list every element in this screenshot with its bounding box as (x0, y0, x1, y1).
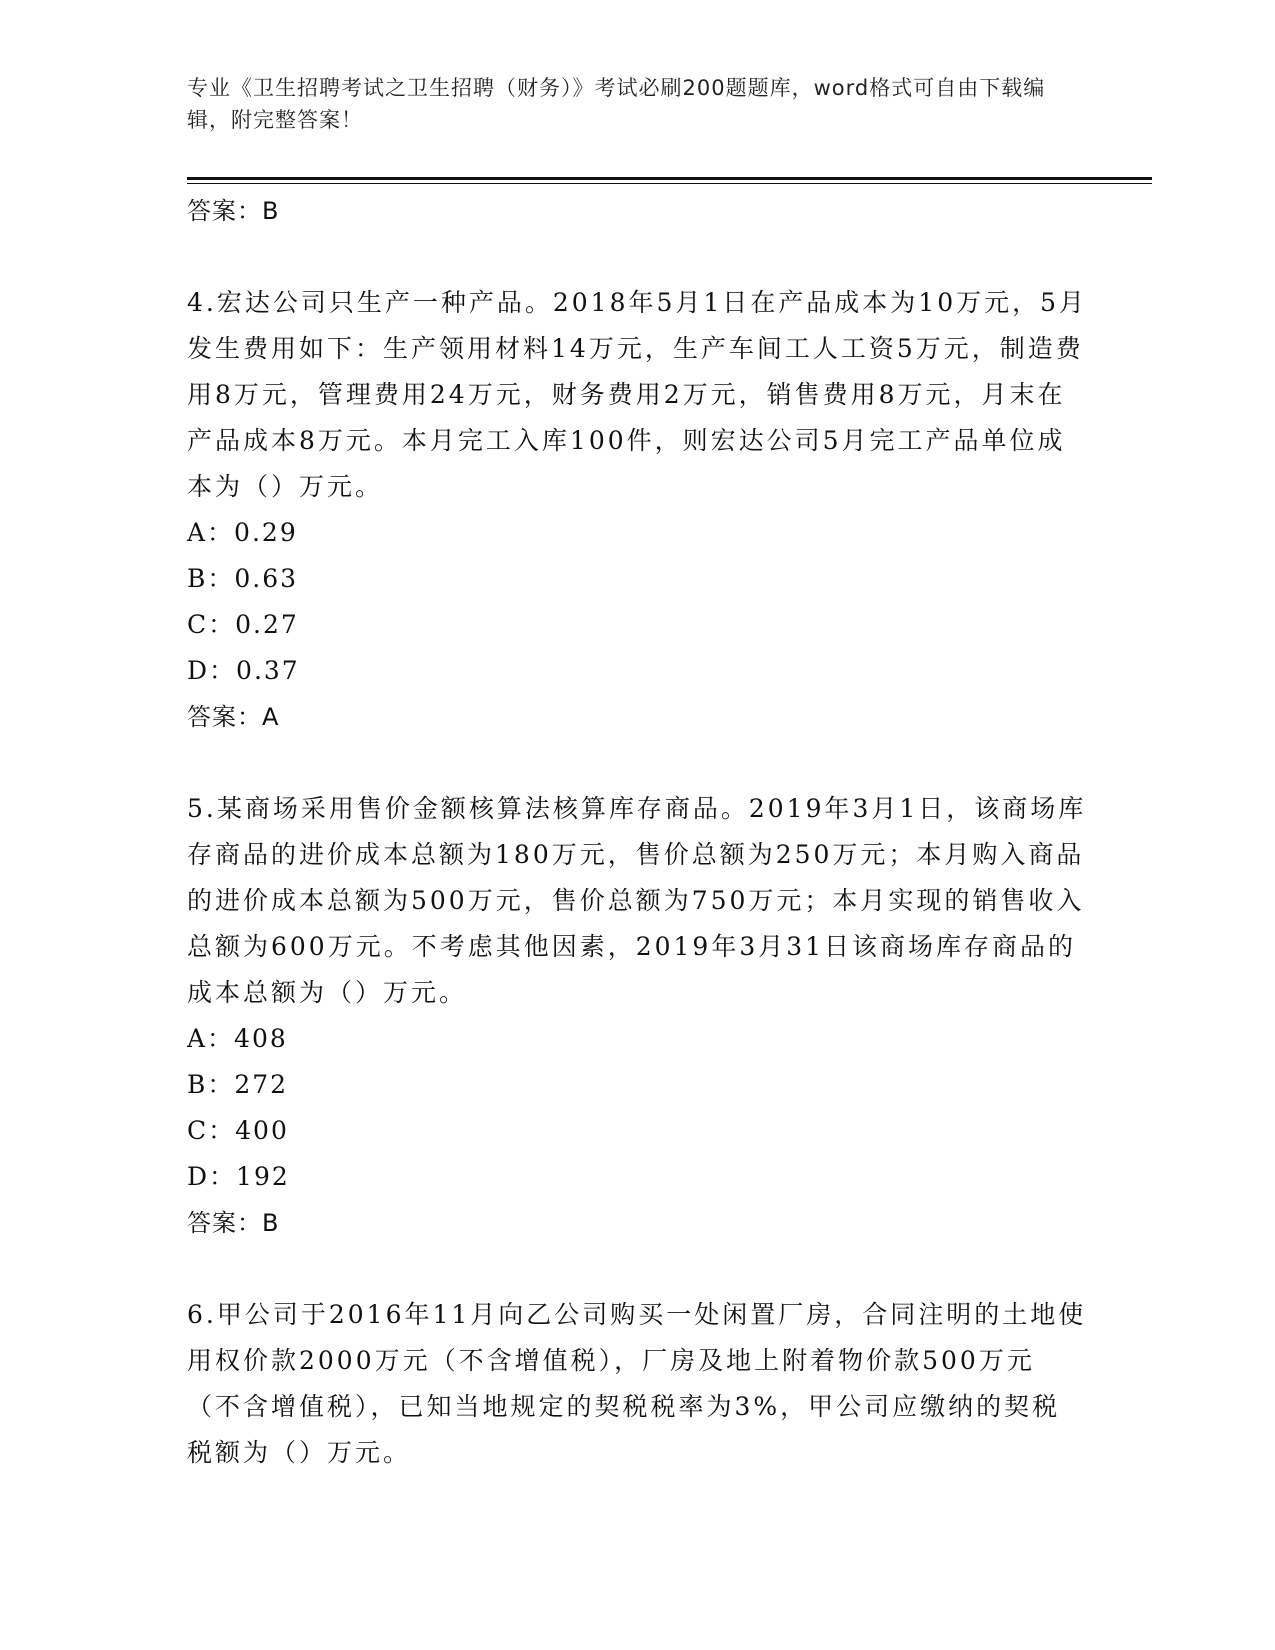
question-block-5 (187, 786, 1087, 1246)
option-d: D：192 (187, 1162, 290, 1191)
header-rule-thick (187, 177, 1152, 180)
option-a: A：408 (187, 1024, 288, 1053)
question-text: 6.甲公司于2016年11月向乙公司购买一处闲置厂房，合同注明的土地使用权价款2000万元（不含增值税），厂房及地上附着物价款500万元（不含增值税），已知当地规定的契税税率为3%，甲公司应缴纳的契税税额为（）万元。 (187, 1300, 1087, 1467)
document-body (187, 188, 1087, 1476)
answer-line: 答案：B (187, 1209, 280, 1237)
question-text: 4.宏达公司只生产一种产品。2018年5月1日在产品成本为10万元，5月发生费用如下：生产领用材料14万元，生产车间工人工资5万元，制造费用8万元，管理费用24万元，财务费用2万元，销售费用8万元，月末在产品成本8万元。本月完工入库100件，则宏达公司5月完工产品单位成本为（）万元。 (187, 288, 1088, 501)
header-rule-thin (187, 183, 1152, 184)
option-b: B：0.63 (187, 564, 299, 593)
option-c: C：0.27 (187, 610, 299, 639)
option-a: A：0.29 (187, 518, 298, 547)
option-d: D：0.37 (187, 656, 300, 685)
question-block-4 (187, 280, 1087, 740)
option-c: C：400 (187, 1116, 289, 1145)
option-b: B：272 (187, 1070, 289, 1099)
question-text: 5.某商场采用售价金额核算法核算库存商品。2019年3月1日，该商场库存商品的进价成本总额为180万元，售价总额为250万元；本月购入商品的进价成本总额为500万元，售价总额为750万元；本月实现的销售收入总额为600万元。不考虑其他因素，2019年3月31日该商场库存商品的成本总额为（）万元。 (187, 794, 1087, 1007)
document-header: 专业《卫生招聘考试之卫生招聘（财务）》考试必刷200题题库，word格式可自由下载编辑，附完整答案！ (187, 76, 1046, 132)
answer-line: 答案：B (187, 197, 280, 225)
question-block-6 (187, 1292, 1087, 1476)
answer-line: 答案：A (187, 703, 280, 731)
